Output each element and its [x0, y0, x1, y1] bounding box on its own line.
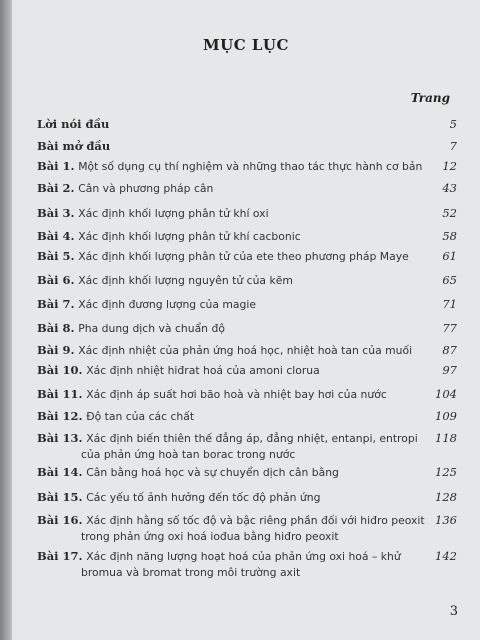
toc-entry	[37, 320, 457, 337]
entry-page-number: 118	[435, 431, 457, 445]
entry-title: Xác định nhiệt hiđrat hoá của amoni clorua	[86, 364, 320, 377]
book-page	[12, 0, 480, 640]
entry-page-number: 12	[442, 159, 457, 173]
entry-title: Xác định khối lượng phân tử khí oxi	[78, 207, 269, 220]
entry-page-number: 142	[435, 549, 457, 563]
entry-page-number: 65	[442, 273, 457, 287]
toc-entry	[37, 548, 457, 581]
toc-entry	[37, 272, 457, 289]
entry-title: Cân bằng hoá học và sự chuyển dịch cân bằng	[86, 466, 339, 479]
toc-entry	[37, 248, 457, 265]
toc-entry	[37, 489, 457, 506]
entry-lesson: Bài 5.	[37, 249, 75, 263]
entry-title: Xác định đương lượng của magie	[78, 298, 257, 311]
entry-page-number: 58	[442, 229, 457, 243]
entry-lesson: Bài 14.	[37, 465, 83, 479]
entry-title: Xác định khối lượng phân tử của ete theo phương pháp Maye	[78, 250, 409, 263]
entry-page-number: 109	[435, 409, 457, 423]
toc-entry	[37, 464, 457, 481]
entry-title-continued: bromua và bromat trong môi trường axit	[81, 566, 301, 579]
entry-page-number: 128	[435, 490, 457, 504]
entry-lesson: Bài 12.	[37, 409, 83, 423]
entry-lesson: Lời nói đầu	[37, 117, 110, 131]
page-number: 3	[449, 604, 458, 619]
entry-title: Xác định biến thiên thế đẳng áp, đẳng nhiệt, entanpi, entropi	[86, 432, 418, 445]
entry-title: Xác định khối lượng nguyên tử của kẽm	[78, 274, 293, 287]
toc-entry	[37, 296, 457, 313]
entry-lesson: Bài 16.	[37, 513, 83, 527]
entry-title-continued: của phản ứng hoà tan borac trong nước	[81, 448, 296, 461]
toc-entry	[37, 408, 457, 425]
entry-title: Cân và phương pháp cân	[78, 182, 214, 195]
entry-lesson: Bài 1.	[37, 159, 75, 173]
entry-title: Xác định nhiệt của phản ứng hoá học, nhiệt hoà tan của muối	[78, 344, 413, 357]
entry-lesson: Bài 17.	[37, 549, 83, 563]
entry-lesson: Bài 15.	[37, 490, 83, 504]
entry-title: Độ tan của các chất	[86, 410, 195, 423]
entry-lesson: Bài 8.	[37, 321, 75, 335]
entry-page-number: 125	[435, 465, 457, 479]
entry-title: Xác định áp suất hơi bão hoà và nhiệt bay hơi của nước	[86, 388, 387, 401]
entry-title: Pha dung dịch và chuẩn độ	[78, 322, 225, 335]
page-title: MỤC LỤC	[203, 36, 289, 54]
toc-entry	[37, 138, 457, 154]
toc-entry	[37, 116, 457, 132]
entry-page-number: 52	[442, 206, 457, 220]
entry-lesson: Bài 13.	[37, 431, 83, 445]
entry-title: Các yếu tố ảnh hưởng đến tốc độ phản ứng	[86, 491, 321, 504]
page-column-header: Trang	[410, 91, 450, 105]
entry-lesson: Bài 10.	[37, 363, 83, 377]
entry-page-number: 104	[435, 387, 457, 401]
entry-title: Xác định năng lượng hoạt hoá của phản ứng oxi hoá – khử	[86, 550, 401, 563]
entry-lesson: Bài 4.	[37, 229, 75, 243]
toc-entry	[37, 228, 457, 245]
toc-entry	[37, 180, 457, 197]
entry-page-number: 71	[442, 297, 457, 311]
entry-page-number: 5	[449, 117, 457, 131]
entry-lesson: Bài 6.	[37, 273, 75, 287]
toc-entry	[37, 205, 457, 222]
toc-entry	[37, 386, 457, 403]
entry-title: Xác định khối lượng phân tử khí cacbonic	[78, 230, 301, 243]
entry-lesson: Bài mở đầu	[37, 139, 111, 153]
entry-page-number: 61	[442, 249, 457, 263]
entry-page-number: 97	[442, 363, 457, 377]
entry-page-number: 136	[435, 513, 457, 527]
entry-lesson: Bài 3.	[37, 206, 75, 220]
entry-page-number: 77	[442, 321, 457, 335]
toc-entry	[37, 430, 457, 463]
entry-page-number: 7	[449, 139, 457, 153]
entry-title-continued: trong phản ứng oxi hoá iođua bằng hiđro peoxit	[81, 530, 339, 543]
toc-entry	[37, 512, 457, 545]
entry-lesson: Bài 9.	[37, 343, 75, 357]
entry-title: Xác định hằng số tốc độ và bậc riêng phần đối với hiđro peoxit	[86, 514, 425, 527]
entry-lesson: Bài 2.	[37, 181, 75, 195]
entry-page-number: 87	[442, 343, 457, 357]
entry-page-number: 43	[442, 181, 457, 195]
toc-entry	[37, 342, 457, 359]
entry-lesson: Bài 11.	[37, 387, 83, 401]
toc-entry	[37, 158, 457, 175]
entry-title: Một số dụng cụ thí nghiệm và những thao tác thực hành cơ bản	[78, 160, 423, 173]
entry-lesson: Bài 7.	[37, 297, 75, 311]
toc-entry	[37, 362, 457, 379]
